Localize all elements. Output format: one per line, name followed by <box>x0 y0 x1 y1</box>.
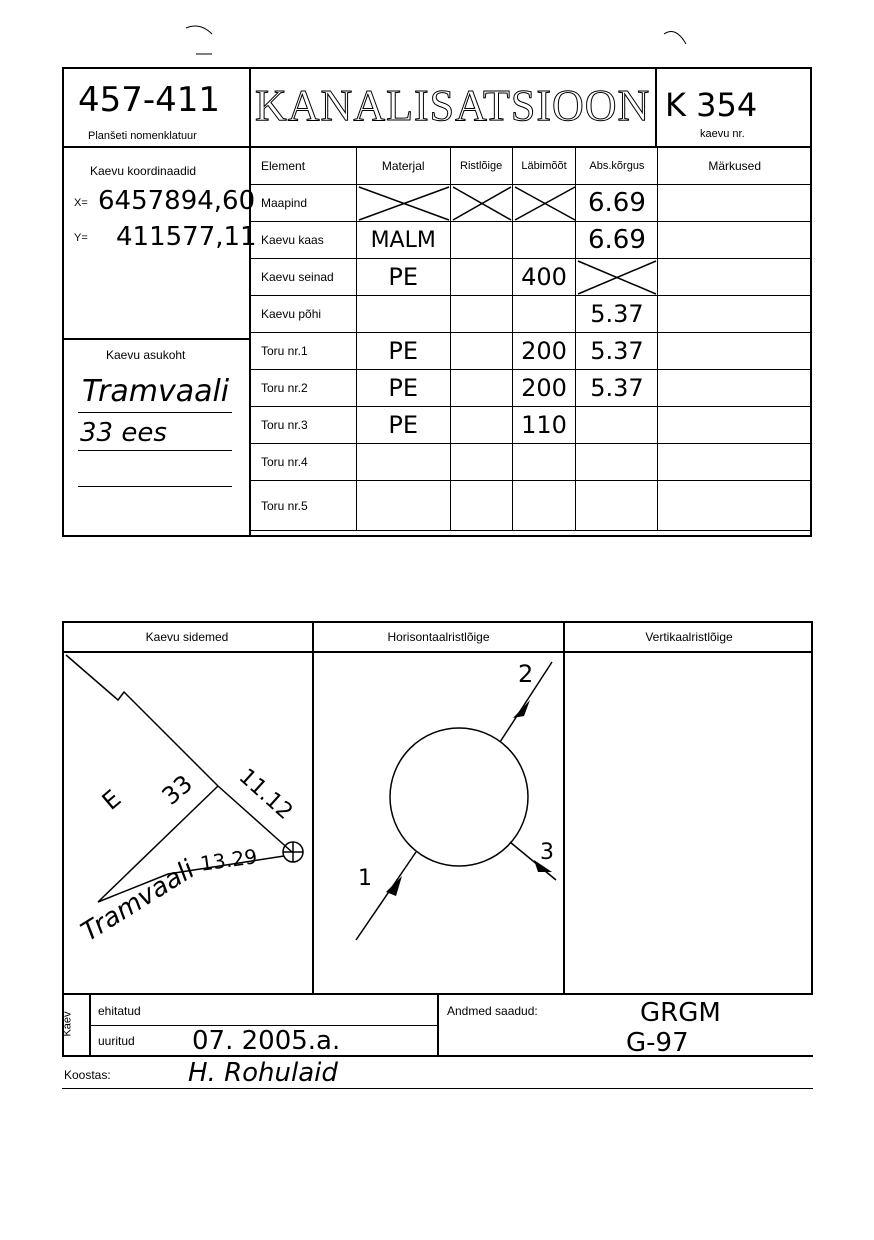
header-section: Ristlõige <box>450 148 512 185</box>
sketch-col1-label: Kaevu sidemed <box>145 630 229 644</box>
row-element: Toru nr.1 <box>251 333 357 370</box>
data-source-value-1: GRGM <box>640 998 721 1028</box>
row-diameter: 200 <box>512 333 576 370</box>
tie-e-number: 33 <box>156 769 198 811</box>
compiled-label: Koostas: <box>64 1068 111 1082</box>
row-diameter: 110 <box>512 407 576 444</box>
coord-y-label: Y= <box>74 232 88 244</box>
sketch-col2-label: Horisontaalristlõige <box>387 630 490 644</box>
row-height: 5.37 <box>576 370 658 407</box>
row-element: Toru nr.4 <box>251 444 357 481</box>
surveyed-value: 07. 2005.a. <box>192 1026 341 1056</box>
row-element: Toru nr.3 <box>251 407 357 444</box>
row-element: Kaevu kaas <box>251 222 357 259</box>
well-number-value: K 354 <box>665 86 758 124</box>
coords-label: Kaevu koordinaadid <box>90 164 197 178</box>
tie-distance-2: 13.29 <box>198 844 259 876</box>
location-line1: Tramvaali <box>82 374 230 409</box>
row-diameter: 400 <box>512 259 576 296</box>
row-material: PE <box>356 333 450 370</box>
tie-distance-1: 11.12 <box>233 764 298 825</box>
coord-y-value: 411577,11 <box>116 222 257 252</box>
row-material: MALM <box>356 222 450 259</box>
data-source-value-2: G-97 <box>626 1028 689 1058</box>
header-notes: Märkused <box>658 148 812 185</box>
pipe-label-3: 3 <box>540 840 554 865</box>
row-element: Toru nr.5 <box>251 481 357 531</box>
row-height: 6.69 <box>576 222 658 259</box>
surveyed-label: uuritud <box>98 1034 135 1048</box>
well-number-label: kaevu nr. <box>700 128 745 140</box>
row-material: PE <box>356 370 450 407</box>
header-height: Abs.kõrgus <box>576 148 658 185</box>
tie-street: Tramvaali <box>76 854 201 948</box>
row-material: PE <box>356 407 450 444</box>
row-diameter: 200 <box>512 370 576 407</box>
nomenclature-value: 457-411 <box>78 80 221 120</box>
header-material: Materjal <box>356 148 450 185</box>
row-element: Kaevu põhi <box>251 296 357 333</box>
row-material: PE <box>356 259 450 296</box>
page-title: KANALISATSIOON <box>255 81 651 130</box>
row-element: Kaevu seinad <box>251 259 357 296</box>
header-element: Element <box>251 148 357 185</box>
coord-x-label: X= <box>74 197 88 209</box>
row-height: 5.37 <box>576 333 658 370</box>
row-height: 5.37 <box>576 296 658 333</box>
footer-side-label: Kaev <box>61 1011 74 1037</box>
compiled-value: H. Rohulaid <box>188 1058 338 1088</box>
row-element: Toru nr.2 <box>251 370 357 407</box>
location-line2: 33 ees <box>80 418 167 448</box>
built-label: ehitatud <box>98 1004 141 1018</box>
sketch-col3-label: Vertikaalristlõige <box>645 630 733 644</box>
location-label: Kaevu asukoht <box>106 348 186 362</box>
row-element: Maapind <box>251 185 357 222</box>
nomenclature-label: Planšeti nomenklatuur <box>88 130 197 142</box>
coord-x-value: 6457894,60 <box>98 186 256 216</box>
header-diameter: Läbimõõt <box>512 148 576 185</box>
pipe-label-1: 1 <box>358 866 372 891</box>
row-height: 6.69 <box>576 185 658 222</box>
tie-e-label: E <box>96 784 127 816</box>
pipe-label-2: 2 <box>518 660 534 688</box>
data-source-label: Andmed saadud: <box>447 1004 538 1018</box>
